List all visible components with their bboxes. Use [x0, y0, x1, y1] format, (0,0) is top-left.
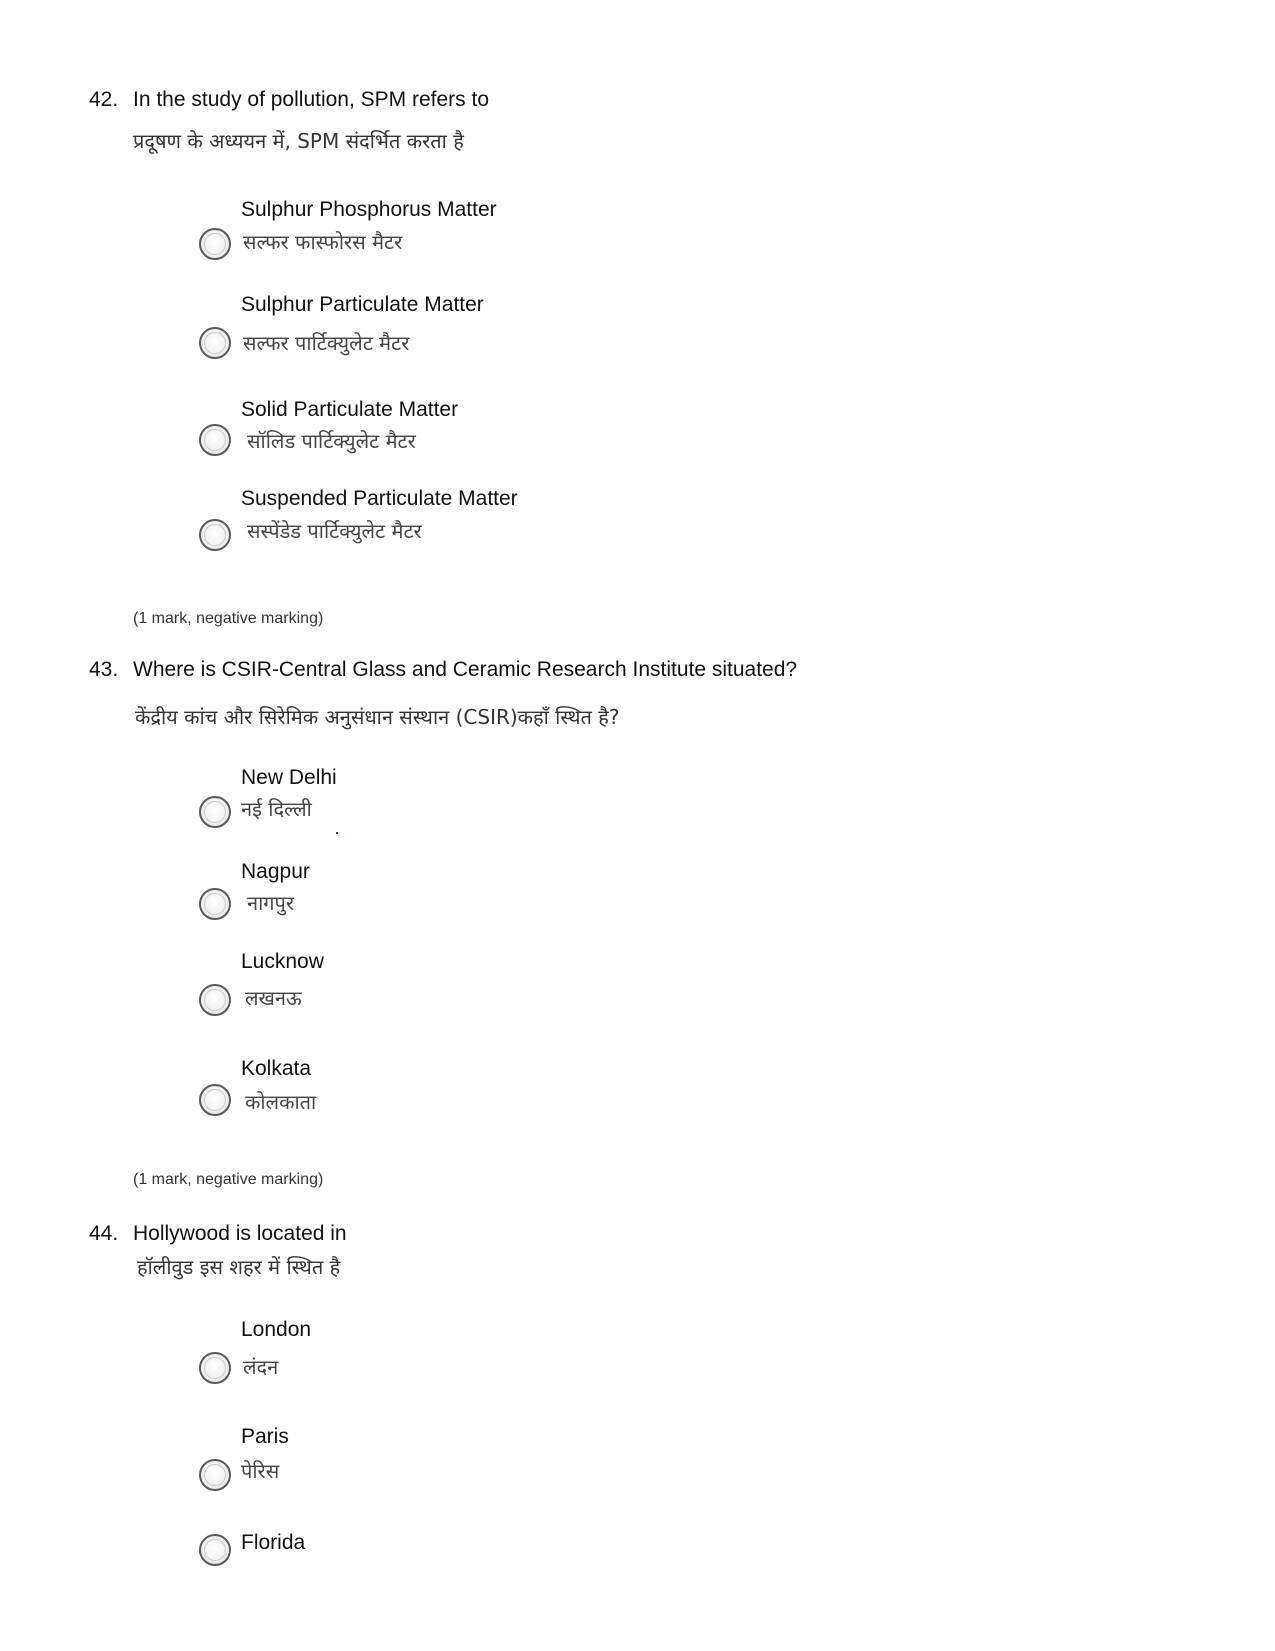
option-label-hindi: नागपुर — [247, 891, 295, 915]
option-label-hindi: सल्फर पार्टिक्युलेट मैटर — [243, 331, 410, 355]
stray-dot — [336, 832, 338, 834]
option-label-hindi: पेरिस — [241, 1459, 280, 1483]
option-label: Nagpur — [241, 860, 310, 883]
option-label-hindi: कोलकाता — [245, 1090, 317, 1114]
marks-note: (1 mark, negative marking) — [133, 610, 324, 627]
option-label-hindi: सॉलिड पार्टिक्युलेट मैटर — [247, 429, 416, 453]
option-label: Sulphur Phosphorus Matter — [241, 198, 497, 221]
radio-button[interactable] — [199, 1352, 231, 1384]
option-label-hindi: लंदन — [243, 1355, 279, 1379]
option-label: Florida — [241, 1531, 306, 1554]
option-label-hindi: सल्फर फास्फोरस मैटर — [243, 230, 403, 254]
option-label-hindi: लखनऊ — [245, 986, 302, 1010]
option-label: Sulphur Particulate Matter — [241, 293, 484, 316]
radio-button[interactable] — [199, 228, 231, 260]
radio-button[interactable] — [199, 424, 231, 456]
question-text-hindi: केंद्रीय कांच और सिरेमिक अनुसंधान संस्थान (CSIR)कहाँ स्थित है? — [135, 705, 620, 729]
question-text: In the study of pollution, SPM refers to — [133, 88, 490, 111]
option-label: New Delhi — [241, 766, 337, 789]
question-text: Where is CSIR-Central Glass and Ceramic Research Institute situated? — [133, 658, 798, 681]
radio-button[interactable] — [199, 1084, 231, 1116]
option-label-hindi: नई दिल्ली — [241, 797, 312, 821]
question-text: Hollywood is located in — [133, 1222, 347, 1245]
question-text-hindi: प्रदूषण के अध्ययन में, SPM संदर्भित करता है — [133, 129, 464, 153]
radio-button[interactable] — [199, 1459, 231, 1491]
option-label: Suspended Particulate Matter — [241, 487, 518, 510]
marks-note: (1 mark, negative marking) — [133, 1171, 324, 1188]
radio-button[interactable] — [199, 1534, 231, 1566]
radio-button[interactable] — [199, 984, 231, 1016]
option-label: Lucknow — [241, 950, 324, 973]
question-number: 43. — [89, 658, 119, 681]
radio-button[interactable] — [199, 888, 231, 920]
option-label: London — [241, 1318, 312, 1341]
option-label: Kolkata — [241, 1057, 312, 1080]
radio-button[interactable] — [199, 327, 231, 359]
question-number: 44. — [89, 1222, 119, 1245]
question-text-hindi: हॉलीवुड इस शहर में स्थित है — [137, 1255, 341, 1279]
radio-button[interactable] — [199, 796, 231, 828]
question-number: 42. — [89, 88, 119, 111]
option-label-hindi: सस्पेंडेड पार्टिक्युलेट मैटर — [247, 519, 422, 543]
option-label: Solid Particulate Matter — [241, 398, 459, 421]
option-label: Paris — [241, 1425, 289, 1448]
radio-button[interactable] — [199, 519, 231, 551]
